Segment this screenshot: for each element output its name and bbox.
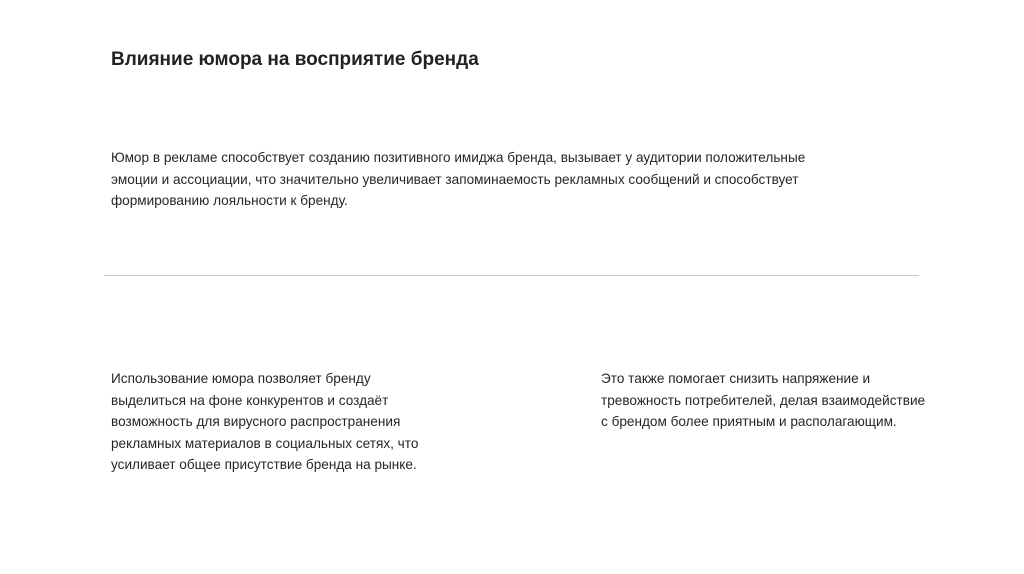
left-column-line: Использование юмора позволяет бренду	[111, 371, 371, 386]
right-column-line: тревожность потребителей, делая взаимодействие	[601, 392, 926, 408]
horizontal-divider	[104, 275, 919, 276]
intro-line: формированию лояльности к бренду.	[111, 193, 348, 208]
left-column-paragraph	[111, 368, 431, 476]
left-column-line: усиливает общее присутствие бренда на рынке.	[111, 457, 417, 472]
left-column-line: возможность для вирусного распространения	[111, 414, 401, 429]
right-column-line: с брендом более приятным и располагающим.	[601, 414, 897, 429]
left-column-line: рекламных материалов в социальных сетях, что	[111, 435, 419, 451]
right-column-line: Это также помогает снизить напряжение и	[601, 371, 871, 386]
intro-line: эмоции и ассоциации, что значительно увеличивает запоминаемость рекламных сообщений и способствует	[111, 171, 799, 187]
intro-line: Юмор в рекламе способствует созданию позитивного имиджа бренда, вызывает у аудитории положительные	[111, 150, 806, 165]
slide-title: Влияние юмора на восприятие бренда	[111, 49, 479, 70]
left-column-line: выделиться на фоне конкурентов и создаёт	[111, 392, 389, 408]
intro-paragraph	[111, 147, 851, 212]
right-column-paragraph	[601, 368, 941, 433]
